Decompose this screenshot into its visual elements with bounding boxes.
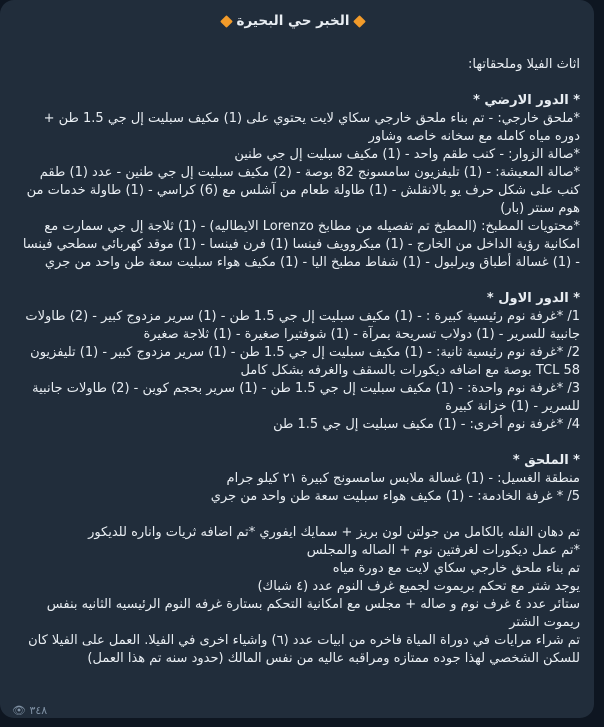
note-line: ستائر عدد ٤ غرف نوم و صاله + مجلس مع امكانية التحكم بستارة غرفه النوم الرئيسيه الثانيه بنفس [46,597,580,612]
eye-icon: 👁 [12,704,26,717]
first-line: جانبية للسرير - (1) دولاب تسريحة بمرآة - (1) شوفتيرا صغيرة - (1) ثلاجة صغيرة [143,327,580,342]
note-line: تم دهان الفله بالكامل من جولتن لون بريز + سمايك ايفوري *تم اضافه ثريات واناره للديكور [88,525,580,540]
message-footer [12,702,47,718]
note-line: يوجد شتر مع تحكم بريموت لجميع غرف النوم عدد (٤ شباك) [257,579,580,594]
message-title: الخبر حي البحيرة [236,13,350,29]
first-line: 1/ *غرفة نوم رئيسية كبيرة : - (1) مكيف سبليت إل جي 1.5 طن - (1) سرير مزدوج كبير - (2) طاولات [25,309,580,324]
message-content [6,10,580,668]
annex-line: منطقة الغسيل: - (1) غسالة ملابس سامسونج كبيرة ٢١ كيلو جرام [226,471,580,486]
ground-line: كنب على شكل حرف يو بالانقلش - (1) طاولة طعام من آشلس مع (6) كراسي - (1) طاولة خدمات من [26,183,580,198]
intro-text: اثاث الفيلا وملحقاتها: [468,57,580,72]
first-line: 2/ *غرفة نوم رئيسية ثانية: - (1) مكيف سبليت إل جي 1.5 طن - (1) سرير مزدوج كبير - (1) تليفزيون [30,345,580,360]
note-line: للسكن الشخصي لهذا جوده ممتازه ومراقبه عاليه من نفس المالك (حدود سنه تم هذا العمل) [87,651,580,666]
ground-floor-lines [6,110,580,272]
orange-diamond-icon [220,15,233,28]
message-title-row [6,10,580,32]
first-floor-lines [6,308,580,434]
orange-diamond-icon [354,15,367,28]
first-line: TCL 58 بوصة مع اضافه ديكورات بالسقف والغرفه بشكل كامل [240,363,580,378]
first-line: 4/ *غرفة نوم أخرى: - (1) مكيف سبليت إل جي 1.5 طن [273,417,580,432]
first-line: 3/ *غرفة نوم واحدة: - (1) مكيف سبليت إل جي 1.5 طن - (1) سرير بحجم كوين - (2) طاولات جانبية [32,381,580,396]
ground-line: امكانية رؤية الداخل من الخارج - (1) ميكروويف فينسا (1) فرن فينسا - (1) موقد كهربائي سطحي فينسا [22,237,580,252]
ground-floor-heading: * الدور الارضي * [473,93,580,108]
view-count: ٣٤٨ [29,704,48,717]
ground-line: دوره مياه كامله مع سخانه خاصه وشاور [368,129,580,144]
ground-line: - (1) غسالة أطباق ويرلبول - (1) شفاط مطبخ اليا - (1) مكيف هواء سبليت سعة طن واحد من جري [44,255,580,270]
ground-line: هوم سنتر (بار) [500,201,580,216]
note-line: ريموت الشتر [509,615,580,630]
note-line: تم شراء مرايات في دوراة المياة فاخره من ابيات عدد (٦) واشياء اخرى في الفيلا. العمل على الفيلا كان [28,633,580,648]
ground-line: *ملحق خارجي: - تم بناء ملحق خارجي سكاي لايت يحتوي على (1) مكيف سبليت إل جي 1.5 طن + [43,111,580,126]
ground-line: *محتويات المطبخ: (المطبخ تم تفصيله من مطابخ Lorenzo الايطاليه) - (1) ثلاجة إل جي سمارت مع [44,219,580,234]
first-line: للسرير - (1) خزانة كبيرة [445,399,580,414]
ground-line: *صالة المعيشة: - (1) تليفزيون سامسونج 82 بوصة - (2) مكيف سبليت إل جي طنين - عدد (1) طقم [39,165,580,180]
note-line: *تم عمل ديكورات لغرفتين نوم + الصاله والمجلس [306,543,580,558]
ground-line: *صالة الزوار: - كنب طقم واحد - (1) مكيف سبليت إل جي طنين [234,147,580,162]
annex-heading: * الملحق * [512,453,580,468]
annex-lines [6,470,580,506]
annex-line: 5/ * غرفة الخادمة: - (1) مكيف هواء سبليت سعة طن واحد من جري [210,489,580,504]
note-line: تم بناء ملحق خارجي سكاي لايت مع دورة مياه [332,561,580,576]
notes-lines [6,524,580,668]
first-floor-heading: * الدور الاول * [486,291,580,306]
